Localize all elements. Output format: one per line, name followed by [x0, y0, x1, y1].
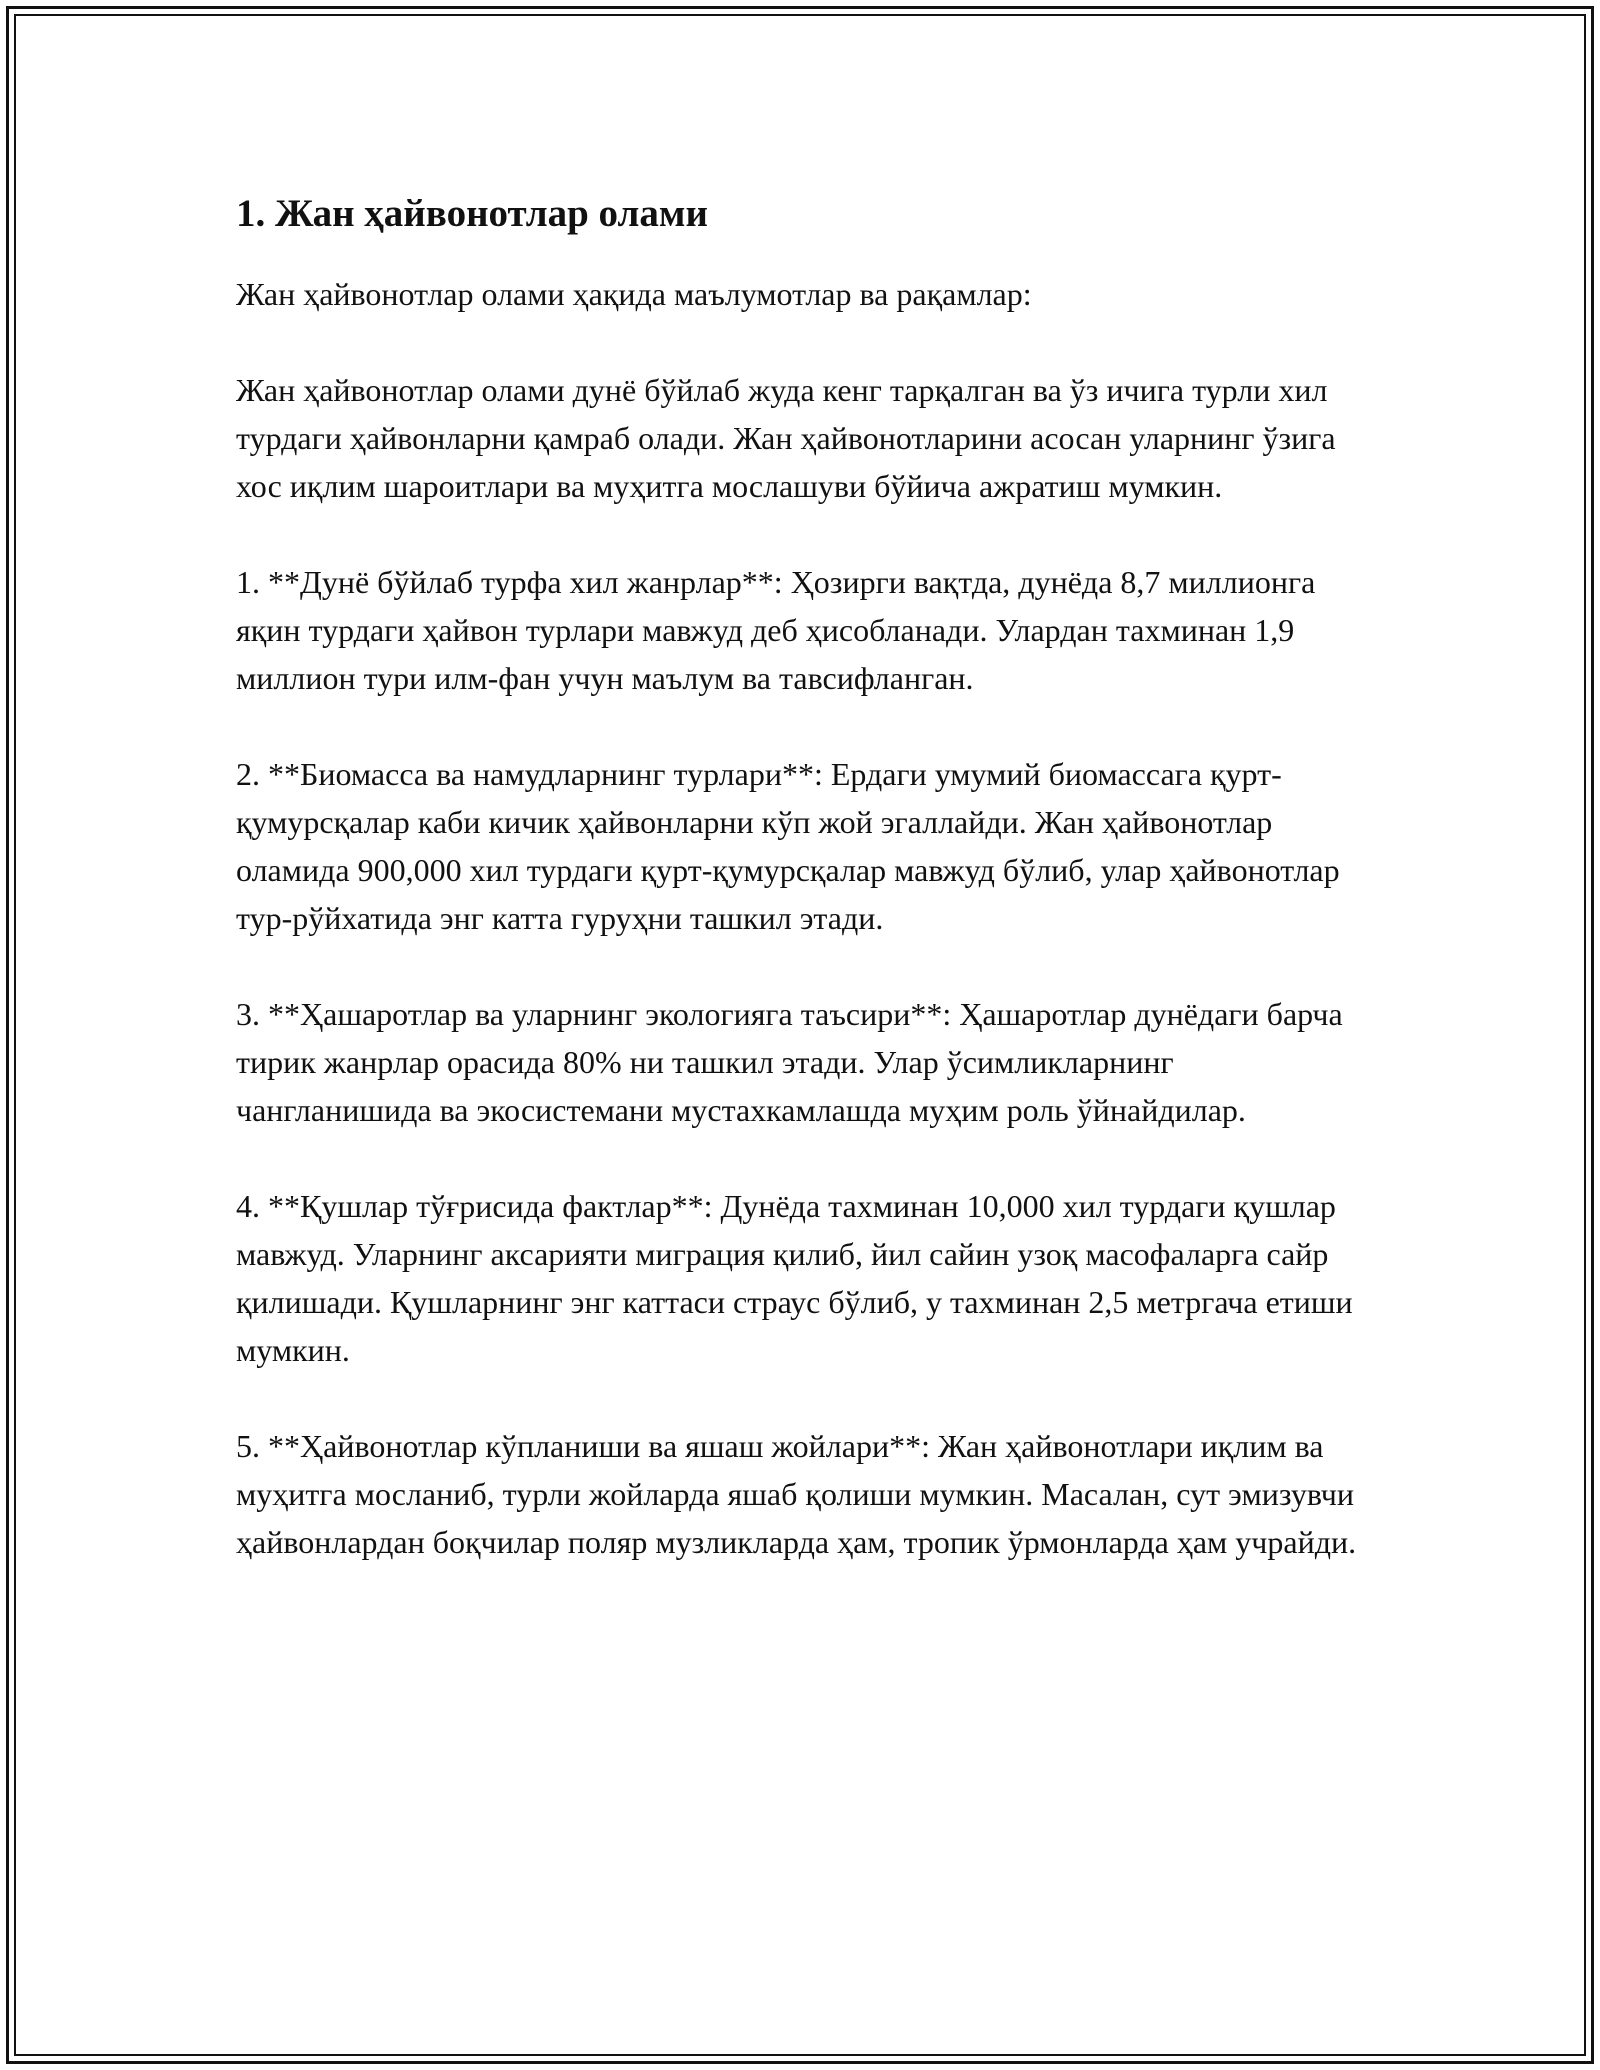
paragraph-overview: Жан ҳайвонотлар олами дунё бўйлаб жуда кенг тарқалган ва ўз ичига турли хил турдаги ҳайвонларни қамраб олади. Жан ҳайвонотларини асосан уларнинг ўзига хос иқлим шароитлари ва муҳитга мослашуви бўйича ажратиш мумкин. — [236, 372, 1336, 504]
intro-line: Жан ҳайвонотлар олами ҳақида маълумотлар ва рақамлар: — [236, 276, 1032, 312]
paragraph-item-2: 2. **Биомасса ва намудларнинг турлари**: Ердаги умумий биомассага қурт-қумурсқалар каби кичик ҳайвонларни кўп жой эгаллайди. Жан ҳайвонотлар оламида 900,000 хил турдаги қурт-қумурсқалар мавжуд бўлиб, улар ҳайвонотлар тур-рўйхатида энг катта гуруҳни ташкил этади. — [236, 756, 1340, 936]
paragraph-item-1: 1. **Дунё бўйлаб турфа хил жанрлар**: Ҳозирги вақтда, дунёда 8,7 миллионга яқин турдаги ҳайвон турлари мавжуд деб ҳисобланади. Улардан тахминан 1,9 миллион тури илм-фан учун маълум ва тавсифланган. — [236, 564, 1316, 696]
paragraph-item-4: 4. **Қушлар тўғрисида фактлар**: Дунёда тахминан 10,000 хил турдаги қушлар мавжуд. Уларнинг аксарияти миграция қилиб, йил сайин узоқ масофаларга сайр қилишади. Қушларнинг энг каттаси страус бўлиб, у тахминан 2,5 метргача етиши мумкин. — [236, 1188, 1353, 1368]
document-body — [236, 186, 1376, 1566]
document-title: 1. Жан ҳайвонотлар олами — [236, 192, 708, 235]
paragraph-item-3: 3. **Ҳашаротлар ва уларнинг экологияга таъсири**: Ҳашаротлар дунёдаги барча тирик жанрлар орасида 80% ни ташкил этади. Улар ўсимликларнинг чангланишида ва экосистемани мустахкамлашда муҳим роль ўйнайдилар. — [236, 996, 1343, 1128]
paragraph-item-5: 5. **Ҳайвонотлар кўпланиши ва яшаш жойлари**: Жан ҳайвонотлари иқлим ва муҳитга мосланиб, турли жойларда яшаб қолиши мумкин. Масалан, сут эмизувчи ҳайвонлардан боқчилар поляр музликларда ҳам, тропик ўрмонларда ҳам учрайди. — [236, 1428, 1357, 1560]
